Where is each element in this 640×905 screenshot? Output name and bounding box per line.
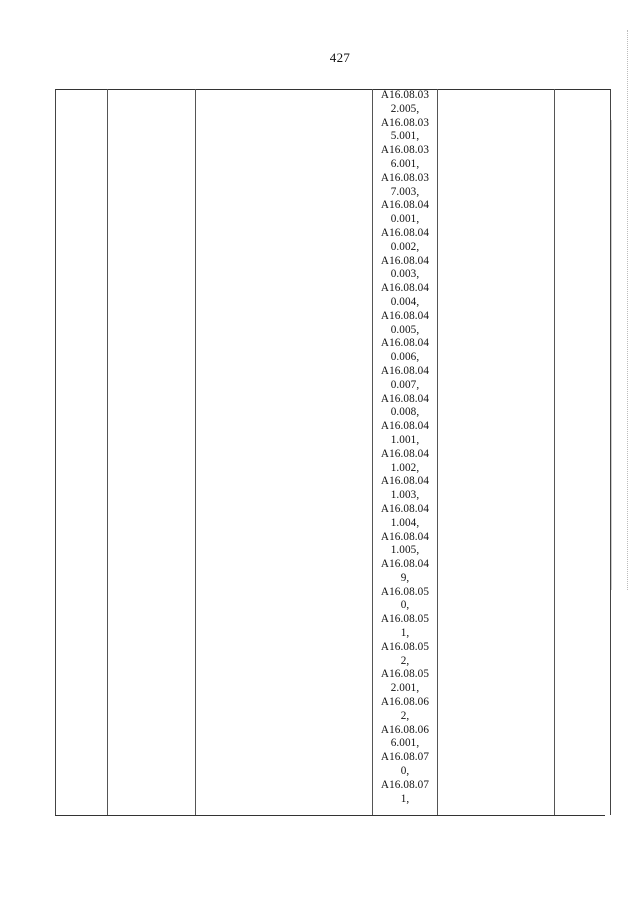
service-code-line: A16.08.07 [380, 751, 430, 764]
service-code-line: 1, [400, 627, 410, 640]
service-code-line: A16.08.05 [380, 668, 430, 681]
service-code-line: A16.08.04 [380, 447, 430, 460]
service-code-line: A16.08.06 [380, 723, 430, 736]
service-code-line: 1.002, [390, 461, 420, 474]
service-code-line: 2.005, [390, 102, 420, 115]
service-code-line: 0.001, [390, 213, 420, 226]
service-code-line: 1.004, [390, 516, 420, 529]
service-code-line: 5.001, [390, 130, 420, 143]
service-code-line: 6.001, [390, 737, 420, 750]
service-code-line: A16.08.04 [380, 337, 430, 350]
service-code-line: 1, [400, 792, 410, 805]
service-codes-cell [373, 89, 437, 815]
service-code-line: A16.08.07 [380, 778, 430, 791]
service-code-line: A16.08.03 [380, 116, 430, 129]
service-code-line: 0, [400, 599, 410, 612]
service-code-line: 0.003, [390, 268, 420, 281]
service-code-line: A16.08.05 [380, 640, 430, 653]
service-code-line: A16.08.03 [380, 89, 430, 101]
service-code-line: A16.08.04 [380, 502, 430, 515]
page-number: 427 [329, 50, 351, 65]
service-code-line: 1.005, [390, 544, 420, 557]
service-code-line: 0.002, [390, 240, 420, 253]
service-code-line: A16.08.04 [380, 199, 430, 212]
column-divider-4 [437, 89, 438, 815]
service-code-line: A16.08.06 [380, 696, 430, 709]
service-code-line: A16.08.03 [380, 171, 430, 184]
service-code-line: A16.08.04 [380, 254, 430, 267]
service-code-line: A16.08.03 [380, 144, 430, 157]
service-code-line: A16.08.05 [380, 613, 430, 626]
service-code-line: A16.08.04 [380, 420, 430, 433]
service-code-line: A16.08.05 [380, 585, 430, 598]
service-code-line: 0.008, [390, 406, 420, 419]
service-code-line: A16.08.04 [380, 364, 430, 377]
service-code-line: 0.007, [390, 378, 420, 391]
service-code-line: 1.001, [390, 433, 420, 446]
scan-edge-line-inner [611, 120, 613, 590]
scan-edge-line [627, 30, 629, 590]
service-code-line: 2, [400, 709, 410, 722]
table-bottom-rule [55, 815, 605, 816]
table-frame [55, 89, 611, 815]
service-code-line: 6.001, [390, 157, 420, 170]
service-code-line: A16.08.04 [380, 282, 430, 295]
service-code-line: 9, [400, 571, 410, 584]
service-code-line: A16.08.04 [380, 392, 430, 405]
column-divider-5 [554, 89, 555, 815]
service-code-line: 0.006, [390, 351, 420, 364]
service-code-line: 1.003, [390, 489, 420, 502]
service-code-list [373, 89, 437, 806]
service-code-line: 0.005, [390, 323, 420, 336]
service-code-line: A16.08.04 [380, 475, 430, 488]
service-code-line: 2.001, [390, 682, 420, 695]
column-divider-2 [195, 89, 196, 815]
service-code-line: A16.08.04 [380, 226, 430, 239]
service-code-line: 0, [400, 765, 410, 778]
service-code-line: 0.004, [390, 295, 420, 308]
service-code-line: 7.003, [390, 185, 420, 198]
service-code-line: 2, [400, 654, 410, 667]
service-code-line: A16.08.04 [380, 558, 430, 571]
column-divider-1 [107, 89, 108, 815]
service-code-line: A16.08.04 [380, 530, 430, 543]
service-code-line: A16.08.04 [380, 309, 430, 322]
